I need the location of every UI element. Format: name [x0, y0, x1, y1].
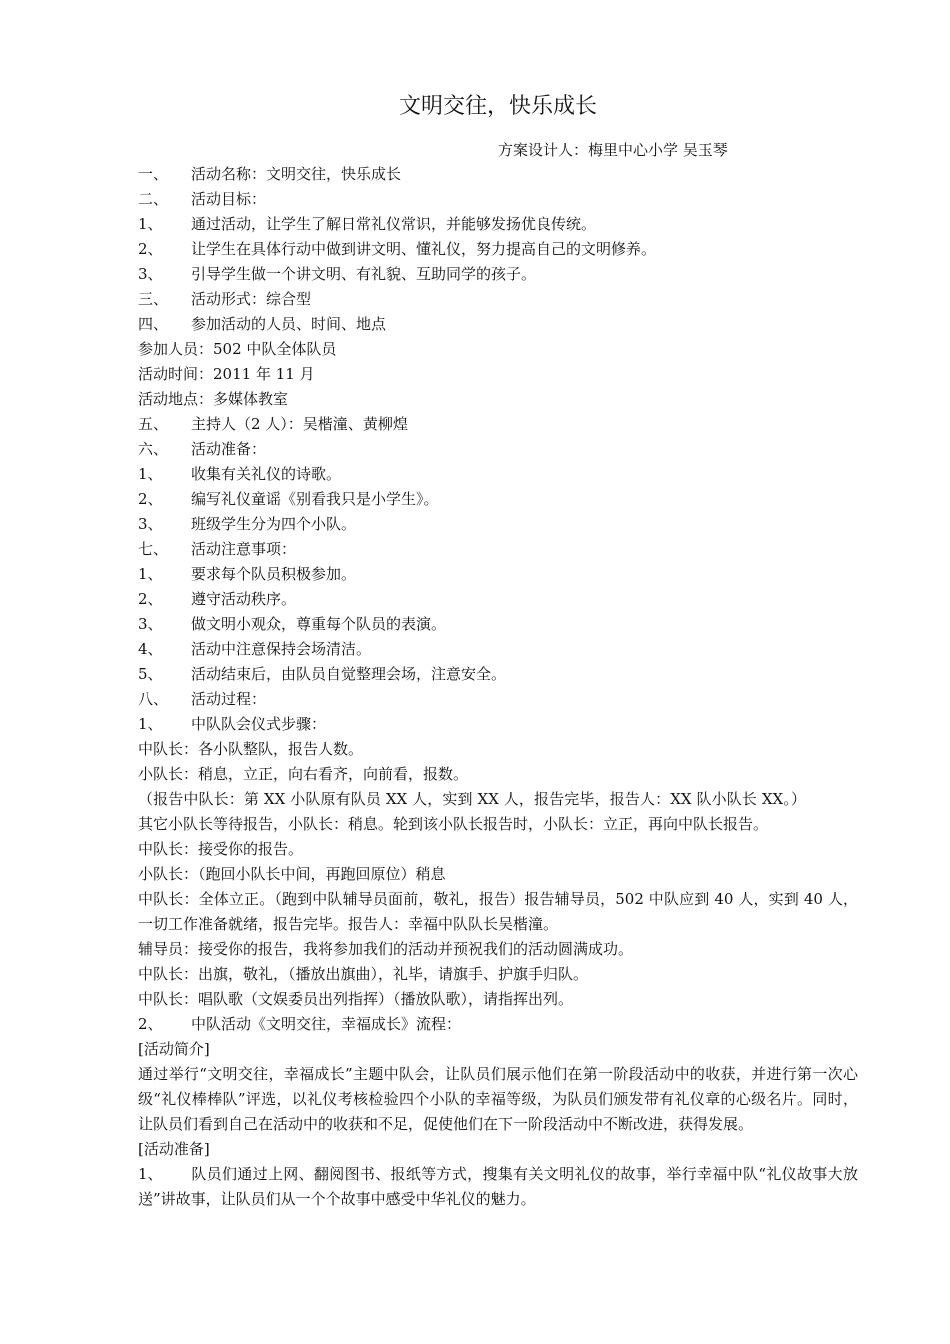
item-text: 做文明小观众，尊重每个队员的表演。 [191, 615, 447, 633]
section-text: 活动注意事项： [191, 540, 297, 558]
subheading: [活动准备] [138, 1140, 210, 1158]
info-line: 活动地点：多媒体教室 [138, 390, 289, 408]
section-number: 三、 [138, 290, 169, 308]
list-item [138, 662, 860, 687]
info-line: 参加人员：502 中队全体队员 [138, 340, 337, 358]
section-number: 七、 [138, 540, 169, 558]
item-number: 1、 [138, 1165, 163, 1183]
report-paragraph: （报告中队长：第 XX 小队原有队员 XX 人，实到 XX 人，报告完毕，报告人：XX 队小队长 XX。）其它小队长等待报告，小队长：稍息。轮到该小队长报告时，小队长：立正，再向中队长报告。 [138, 790, 806, 833]
author-line: 方案设计人：梅里中心小学 吴玉琴 [498, 141, 728, 159]
item-number: 3、 [138, 615, 163, 633]
section-heading [138, 412, 860, 437]
item-text: 收集有关礼仪的诗歌。 [191, 465, 342, 483]
section-text: 活动准备： [191, 440, 267, 458]
item-number: 2、 [138, 240, 163, 258]
list-item [138, 612, 860, 637]
section-heading [138, 312, 860, 337]
section-heading [138, 187, 860, 212]
item-text: 引导学生做一个讲文明、有礼貌、互助同学的孩子。 [191, 265, 537, 283]
section-heading [138, 162, 860, 187]
dialogue-paragraph: 中队长：全体立正。（跑到中队辅导员面前，敬礼，报告）报告辅导员，502 中队应到 40 人，实到 40 人，一切工作准备就绪，报告完毕。报告人：幸福中队队长吴楷潼。 [138, 890, 858, 933]
section-text: 活动目标： [191, 190, 267, 208]
list-item [138, 262, 860, 287]
item-number: 2、 [138, 490, 163, 508]
list-item [138, 462, 860, 487]
section-number: 二、 [138, 190, 169, 208]
item-text: 让学生在具体行动中做到讲文明、懂礼仪，努力提高自己的文明修养。 [191, 240, 657, 258]
section-heading [138, 687, 860, 712]
section-heading [138, 437, 860, 462]
item-number: 4、 [138, 640, 163, 658]
list-item [138, 712, 860, 737]
item-number: 5、 [138, 665, 163, 683]
list-item [138, 562, 860, 587]
dialogue-line: 中队长：各小队整队，报告人数。 [138, 740, 364, 758]
list-item [138, 587, 860, 612]
item-number: 2、 [138, 1015, 163, 1033]
item-text: 编写礼仪童谣《别看我只是小学生》。 [191, 490, 439, 508]
item-number: 3、 [138, 515, 163, 533]
item-text: 通过活动，让学生了解日常礼仪常识，并能够发扬优良传统。 [191, 215, 597, 233]
item-number: 1、 [138, 215, 163, 233]
document-title: 文明交往，快乐成长 [398, 94, 597, 119]
section-text: 活动名称：文明交往，快乐成长 [191, 165, 402, 183]
item-number: 3、 [138, 265, 163, 283]
list-item [138, 1012, 860, 1037]
section-text: 参加活动的人员、时间、地点 [191, 315, 387, 333]
item-number: 1、 [138, 715, 163, 733]
list-item [138, 637, 860, 662]
item-text: 活动中注意保持会场清洁。 [191, 640, 372, 658]
section-text: 活动形式：综合型 [191, 290, 312, 308]
section-heading [138, 287, 860, 312]
dialogue-line: 辅导员：接受你的报告，我将参加我们的活动并预祝我们的活动圆满成功。 [138, 940, 634, 958]
item-number: 2、 [138, 590, 163, 608]
dialogue-line: 中队长：出旗，敬礼，（播放出旗曲），礼毕，请旗手、护旗手归队。 [138, 965, 589, 983]
item-number: 1、 [138, 565, 163, 583]
item-text: 中队队会仪式步骤： [191, 715, 327, 733]
info-line: 活动时间：2011 年 11 月 [138, 365, 315, 383]
section-number: 八、 [138, 690, 169, 708]
intro-paragraph: 通过举行“文明交往，幸福成长”主题中队会，让队员们展示他们在第一阶段活动中的收获，并进行第一次心级“礼仪棒棒队”评选，以礼仪考核检验四个小队的幸福等级，为队员们颁发带有礼仪章的心级名片。同时，让队员们看到自己在活动中的收获和不足，促使他们在下一阶段活动中不断改进，获得发展。 [138, 1065, 858, 1133]
section-number: 一、 [138, 165, 169, 183]
list-item [138, 512, 860, 537]
dialogue-line: 中队长：接受你的报告。 [138, 840, 304, 858]
item-text: 班级学生分为四个小队。 [191, 515, 357, 533]
list-item [138, 212, 860, 237]
section-text: 活动过程： [191, 690, 267, 708]
item-text: 要求每个队员积极参加。 [191, 565, 357, 583]
dialogue-line: 小队长：（跑回小队长中间，再跑回原位）稍息 [138, 865, 446, 883]
subheading: [活动简介] [138, 1040, 210, 1058]
item-text: 队员们通过上网、翻阅图书、报纸等方式，搜集有关文明礼仪的故事，举行幸福中队“礼仪故事大放送”讲故事，让队员们从一个个故事中感受中华礼仪的魅力。 [138, 1165, 858, 1208]
document-body [138, 162, 860, 1212]
item-text: 遵守活动秩序。 [191, 590, 297, 608]
dialogue-line: 小队长：稍息，立正，向右看齐，向前看，报数。 [138, 765, 469, 783]
dialogue-line: 中队长：唱队歌（文娱委员出列指挥）（播放队歌），请指挥出列。 [138, 990, 574, 1008]
prep-paragraph [138, 1162, 858, 1212]
item-text: 中队活动《文明交往，幸福成长》流程： [191, 1015, 462, 1033]
section-heading [138, 537, 860, 562]
list-item [138, 487, 860, 512]
item-number: 1、 [138, 465, 163, 483]
section-number: 四、 [138, 315, 169, 333]
list-item [138, 237, 860, 262]
section-number: 六、 [138, 440, 169, 458]
section-text: 主持人（2 人）：吴楷潼、黄柳煌 [191, 415, 408, 433]
item-text: 活动结束后，由队员自觉整理会场，注意安全。 [191, 665, 507, 683]
section-number: 五、 [138, 415, 169, 433]
